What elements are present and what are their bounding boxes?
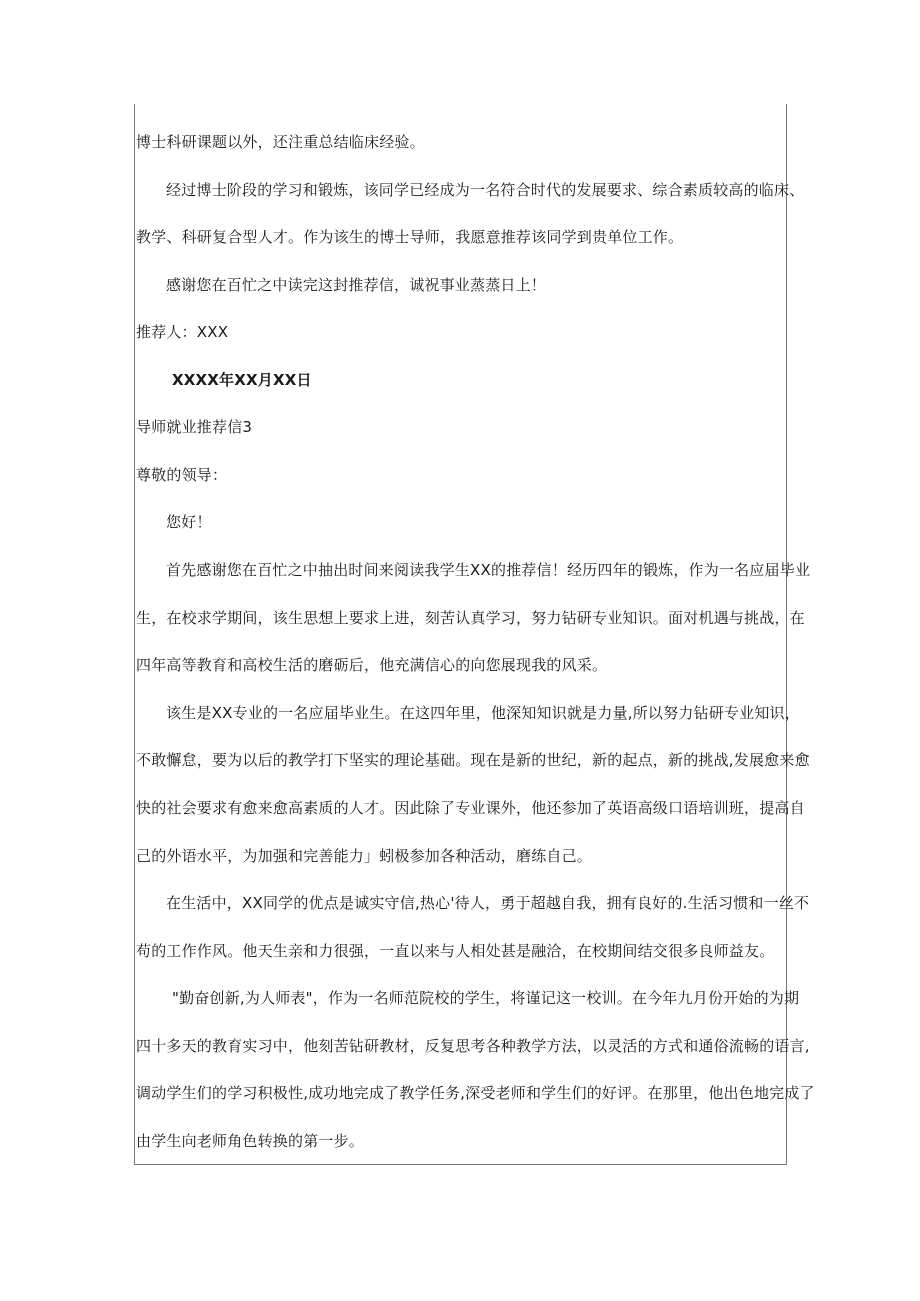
body-line: 首先感谢您在百忙之中抽出时间来阅读我学生XX的推荐信！经历四年的锻炼，作为一名应届毕业 [166,561,811,579]
section-title: 导师就业推荐信3 [136,418,253,436]
body-line: 生，在校求学期间，该生思想上要求上进，刻苦认真学习，努力钻研专业知识。面对机遇与挑战，在 [136,609,805,627]
body-line: 由学生向老师角色转换的第一步。 [136,1132,365,1150]
body-line: 四十多天的教育实习中，他刻苦钻研教材，反复思考各种教学方法，以灵活的方式和通俗流畅的语言, [136,1037,810,1055]
body-line: 己的外语水平，为加强和完善能力」蚓极参加各种活动，磨练自己。 [136,847,593,865]
body-line: 该生是XX专业的一名应届毕业生。在这四年里，他深知知识就是力量,所以努力钻研专业知识， [166,704,800,722]
body-line: 教学、科研复合型人才。作为该生的博士导师，我愿意推荐该同学到贵单位工作。 [136,228,684,246]
greeting: 您好！ [166,513,212,531]
body-line: 不敢懈怠，要为以后的教学打下坚实的理论基础。现在是新的世纪，新的起点，新的挑战,发展愈来愈 [136,751,810,769]
body-line: 快的社会要求有愈来愈高素质的人才。因此除了专业课外，他还参加了英语高级口语培训班，提高自 [136,799,805,817]
salutation: 尊敬的领导： [136,466,228,484]
body-line: 博士科研课题以外，还注重总结临床经验。 [136,133,425,151]
body-line: 调动学生们的学习积极性,成功地完成了教学任务,深受老师和学生们的好评。在那里，他出色地完成了 [136,1084,815,1102]
date-line: XXXX年XX月XX日 [172,371,312,389]
body-line: 在生活中，XX同学的优点是诚实守信,热心'待人，勇于超越自我，拥有良好的.生活习惯和一丝不 [166,894,810,912]
body-line: 感谢您在百忙之中读完这封推荐信，诚祝事业蒸蒸日上！ [166,276,547,294]
body-line: 苟的工作作风。他天生亲和力很强，一直以来与人相处甚是融洽，在校期间结交很多良师益友。 [136,942,775,960]
recommender-line: 推荐人：XXX [136,323,229,341]
body-line: "勤奋创新,为人师表"，作为一名师范院校的学生，将谨记这一校训。在今年九月份开始的为期 [172,989,800,1007]
body-line: 四年高等教育和高校生活的磨砺后，他充满信心的向您展现我的风采。 [136,656,608,674]
body-line: 经过博士阶段的学习和锻炼，该同学已经成为一名符合时代的发展要求、综合素质较高的临床、 [166,181,805,199]
